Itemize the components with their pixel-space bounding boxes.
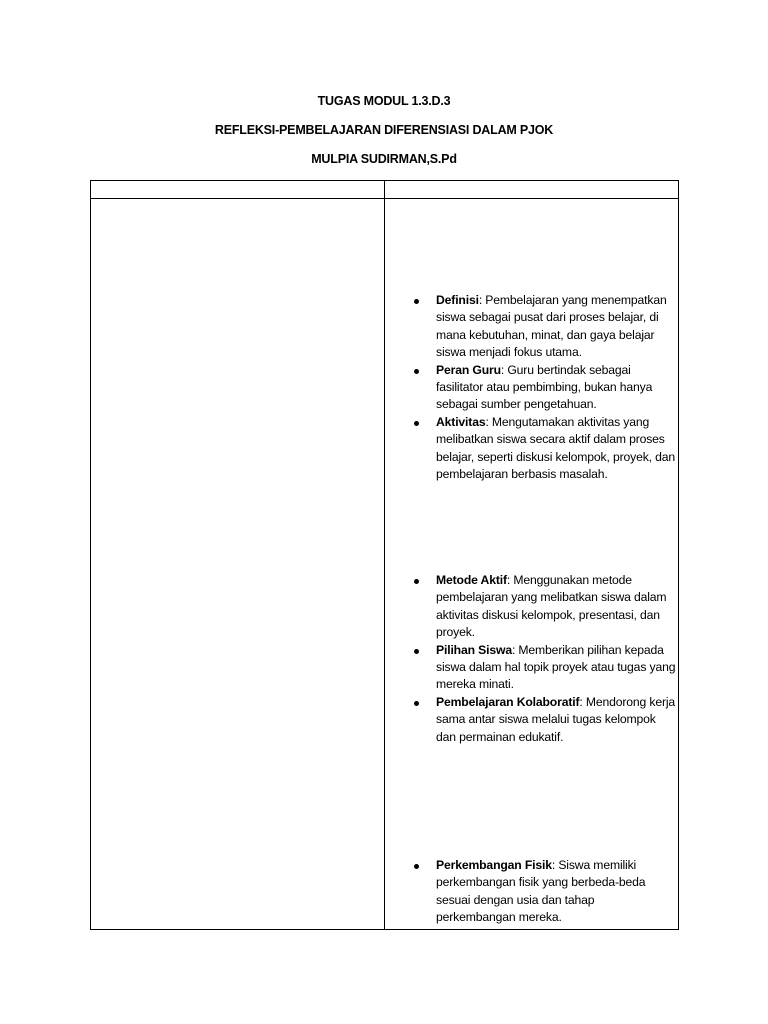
list-item [436, 642, 676, 694]
item-term: Metode Aktif [436, 573, 507, 587]
item-term: Aktivitas [436, 414, 486, 429]
item-term: Pembelajaran Kolaboratif [436, 694, 580, 709]
list-item [436, 292, 676, 362]
item-term: Pilihan Siswa [436, 642, 512, 657]
reflection-table [90, 180, 679, 930]
item-text: : Mendorong kerja sama antar siswa melalui tugas kelompok dan permainan edukatif. [436, 694, 676, 744]
item-text: : Siswa memiliki perkembangan fisik yang berbeda-beda sesuai dengan usia dan tahap perkembangan mereka. [436, 858, 646, 925]
item-term: Peran Guru [436, 362, 501, 377]
list-item [436, 414, 676, 484]
bullet-list-development [436, 857, 676, 927]
item-text: : Pembelajaran yang menempatkan siswa sebagai pusat dari proses belajar, di mana kebutuhan, minat, dan gaya belajar siswa menjadi fokus utama. [436, 293, 667, 360]
bullet-icon [414, 649, 419, 654]
bullet-list-student-centered [436, 292, 676, 483]
list-item [436, 857, 676, 927]
bullet-icon [414, 369, 419, 374]
bullet-icon [414, 299, 419, 304]
document-subtitle: REFLEKSI-PEMBELAJARAN DIFERENSIASI DALAM PJOK [214, 123, 554, 137]
list-item [436, 572, 676, 642]
bullet-icon [414, 864, 419, 869]
bullet-list-methods [436, 572, 676, 746]
document-author: MULPIA SUDIRMAN,S.Pd [311, 152, 457, 166]
item-text: : Menggunakan metode pembelajaran yang melibatkan siswa dalam aktivitas diskusi kelompok, presentasi, dan proyek. [436, 573, 667, 640]
item-text: : Memberikan pilihan kepada siswa dalam hal topik proyek atau tugas yang mereka minati. [436, 642, 676, 692]
table-column-divider [384, 181, 385, 929]
bullet-icon [414, 579, 419, 584]
bullet-icon [414, 701, 419, 706]
item-text: : Guru bertindak sebagai fasilitator atau pembimbing, bukan hanya sebagai sumber pengetahuan. [436, 362, 653, 412]
item-text: : Mengutamakan aktivitas yang melibatkan siswa secara aktif dalam proses belajar, seperti diskusi kelompok, proyek, dan pembelajaran berbasis masalah. [436, 414, 676, 482]
item-term: Perkembangan Fisik [436, 858, 552, 872]
bullet-icon [414, 421, 419, 426]
list-item [436, 362, 676, 414]
document-title: TUGAS MODUL 1.3.D.3 [317, 94, 451, 108]
list-item [436, 694, 676, 746]
item-term: Definisi [436, 293, 479, 307]
